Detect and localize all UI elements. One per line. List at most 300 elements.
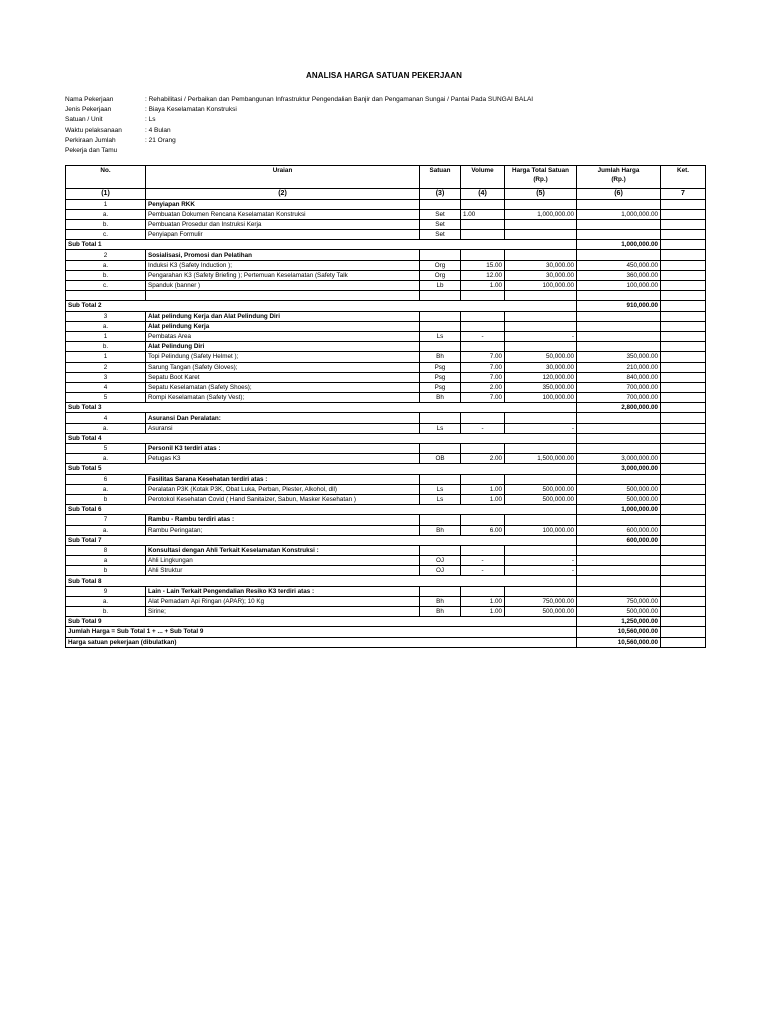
table-row <box>66 393 706 403</box>
item-unit: OB <box>420 454 461 464</box>
ket-cell <box>661 362 706 372</box>
column-header: Harga Total Satuan (Rp.) <box>505 166 577 189</box>
ket-cell <box>661 209 706 219</box>
subtotal-amount: 1,000,000.00 <box>577 505 661 515</box>
item-unit-price: 500,000.00 <box>505 607 577 617</box>
subtotal-label: Sub Total 8 <box>66 576 577 586</box>
subtotal-label: Sub Total 2 <box>66 301 577 311</box>
item-description: Rambu - Rambu terdiri atas : <box>146 515 420 525</box>
item-total-price: 600,000.00 <box>577 525 661 535</box>
item-volume: 1.00 <box>461 596 505 606</box>
info-label: Waktu pelaksanaan <box>65 126 122 134</box>
ket-cell <box>661 505 706 515</box>
ket-cell <box>661 199 706 209</box>
item-description: Konsultasi dengan Ahli Terkait Keselamatan Konstruksi : <box>146 545 420 555</box>
item-unit-price: 100,000.00 <box>505 525 577 535</box>
info-row <box>65 105 533 115</box>
item-number: c. <box>66 230 146 240</box>
item-volume: 1.00 <box>461 484 505 494</box>
subtotal-row <box>66 464 706 474</box>
subtotal-label: Sub Total 7 <box>66 535 577 545</box>
table-row <box>66 596 706 606</box>
item-number: 8 <box>66 545 146 555</box>
item-volume: 1.00 <box>461 209 505 219</box>
item-description: Rambu Peringatan; <box>146 525 420 535</box>
item-volume <box>461 444 505 454</box>
info-value: : Biaya Keselamatan Konstruksi <box>145 106 237 114</box>
item-unit <box>420 444 461 454</box>
item-unit <box>420 321 461 331</box>
ket-cell <box>661 352 706 362</box>
table-row <box>66 545 706 555</box>
item-description: Sepatu Keselamatan (Safety Shoes); <box>146 382 420 392</box>
item-description: Peralatan P3K (Kotak P3K, Obat Luka, Perban, Plester, Alkohol, dll) <box>146 484 420 494</box>
item-description: Pembuatan Dokumen Rencana Keselamatan Konstruksi <box>146 209 420 219</box>
column-header: Satuan <box>420 166 461 189</box>
table-row <box>66 311 706 321</box>
item-number: a. <box>66 596 146 606</box>
ket-cell <box>661 403 706 413</box>
info-row <box>65 115 533 125</box>
item-unit-price: 1,000,000.00 <box>505 209 577 219</box>
ket-cell <box>661 240 706 250</box>
item-description: Ahli Struktur <box>146 566 420 576</box>
item-description: Ahli Lingkungan <box>146 556 420 566</box>
item-total-price <box>577 342 661 352</box>
ket-cell <box>661 596 706 606</box>
item-number: a. <box>66 423 146 433</box>
item-unit-price: 500,000.00 <box>505 494 577 504</box>
item-description: Alat Pelindung Diri <box>146 342 420 352</box>
item-volume: 7.00 <box>461 372 505 382</box>
item-unit-price: 30,000.00 <box>505 270 577 280</box>
item-total-price: 700,000.00 <box>577 382 661 392</box>
item-total-price <box>577 474 661 484</box>
table-row <box>66 444 706 454</box>
table-cell <box>661 291 706 301</box>
item-total-price: 500,000.00 <box>577 607 661 617</box>
ket-cell <box>661 311 706 321</box>
item-number: c. <box>66 281 146 291</box>
item-description: Lain - Lain Terkait Pengendalian Resiko K3 terdiri atas : <box>146 586 420 596</box>
item-unit-price: - <box>505 423 577 433</box>
ket-cell <box>661 484 706 494</box>
item-volume <box>461 219 505 229</box>
table-row <box>66 586 706 596</box>
item-volume: 7.00 <box>461 352 505 362</box>
item-description: Induksi K3 (Safety Induction ); <box>146 260 420 270</box>
item-unit <box>420 413 461 423</box>
item-unit: Ls <box>420 484 461 494</box>
item-total-price: 500,000.00 <box>577 494 661 504</box>
subtotal-label: Sub Total 4 <box>66 433 577 443</box>
item-unit-price <box>505 474 577 484</box>
table-row <box>66 270 706 280</box>
subtotal-label: Sub Total 1 <box>66 240 577 250</box>
item-description: Penyiapan Formulir <box>146 230 420 240</box>
item-description: Pembuatan Prosedur dan Instruksi Kerja <box>146 219 420 229</box>
item-unit: Set <box>420 219 461 229</box>
item-unit-price: 100,000.00 <box>505 281 577 291</box>
column-number: (5) <box>505 189 577 200</box>
ket-cell <box>661 637 706 647</box>
item-number: a. <box>66 454 146 464</box>
table-cell <box>461 291 505 301</box>
item-unit-price: 30,000.00 <box>505 260 577 270</box>
ket-cell <box>661 331 706 341</box>
header-row <box>66 166 706 189</box>
subtotal-amount <box>577 433 661 443</box>
item-total-price <box>577 199 661 209</box>
item-number: 3 <box>66 311 146 321</box>
table-row <box>66 352 706 362</box>
item-unit-price: 500,000.00 <box>505 484 577 494</box>
item-unit-price <box>505 321 577 331</box>
subtotal-amount: 1,250,000.00 <box>577 617 661 627</box>
item-unit-price: 1,500,000.00 <box>505 454 577 464</box>
ket-cell <box>661 413 706 423</box>
item-number: b <box>66 494 146 504</box>
item-number: b. <box>66 607 146 617</box>
item-total-price: 500,000.00 <box>577 484 661 494</box>
item-unit: Set <box>420 230 461 240</box>
subtotal-row <box>66 240 706 250</box>
table-row <box>66 494 706 504</box>
item-unit: Psg <box>420 372 461 382</box>
ket-cell <box>661 444 706 454</box>
ket-cell <box>661 260 706 270</box>
item-volume <box>461 413 505 423</box>
item-volume <box>461 321 505 331</box>
item-unit-price: 100,000.00 <box>505 393 577 403</box>
item-description: Asuransi Dan Peralatan: <box>146 413 420 423</box>
item-unit: Bh <box>420 525 461 535</box>
item-total-price <box>577 556 661 566</box>
item-unit <box>420 250 461 260</box>
column-header: Jumlah Harga (Rp.) <box>577 166 661 189</box>
item-description: Alat pelindung Kerja dan Alat Pelindung Diri <box>146 311 420 321</box>
table-row <box>66 260 706 270</box>
ket-cell <box>661 342 706 352</box>
item-unit-price: - <box>505 566 577 576</box>
item-unit <box>420 515 461 525</box>
item-unit: Ls <box>420 423 461 433</box>
item-unit-price <box>505 250 577 260</box>
column-header: Ket. <box>661 166 706 189</box>
item-volume: 12.00 <box>461 270 505 280</box>
item-total-price: 840,000.00 <box>577 372 661 382</box>
ket-cell <box>661 250 706 260</box>
ket-cell <box>661 515 706 525</box>
item-total-price <box>577 444 661 454</box>
item-volume <box>461 474 505 484</box>
ket-cell <box>661 617 706 627</box>
subtotal-amount: 600,000.00 <box>577 535 661 545</box>
column-number: (6) <box>577 189 661 200</box>
item-number: b. <box>66 342 146 352</box>
table-row <box>66 423 706 433</box>
info-row <box>65 95 533 105</box>
subtotal-amount <box>577 576 661 586</box>
column-number: 7 <box>661 189 706 200</box>
item-total-price <box>577 515 661 525</box>
item-volume: 7.00 <box>461 362 505 372</box>
ket-cell <box>661 556 706 566</box>
item-volume <box>461 250 505 260</box>
table-row <box>66 474 706 484</box>
column-number-row <box>66 189 706 200</box>
item-total-price <box>577 586 661 596</box>
table-row <box>66 454 706 464</box>
table-row <box>66 230 706 240</box>
item-volume: 2.00 <box>461 454 505 464</box>
item-unit-price: 350,000.00 <box>505 382 577 392</box>
item-volume <box>461 545 505 555</box>
item-volume <box>461 199 505 209</box>
table-cell <box>577 291 661 301</box>
ket-cell <box>661 525 706 535</box>
subtotal-row <box>66 576 706 586</box>
ket-cell <box>661 576 706 586</box>
subtotal-label: Sub Total 6 <box>66 505 577 515</box>
item-description: Asuransi <box>146 423 420 433</box>
item-volume: 15.00 <box>461 260 505 270</box>
table-row <box>66 331 706 341</box>
item-unit <box>420 311 461 321</box>
item-volume: - <box>461 423 505 433</box>
column-header: No. <box>66 166 146 189</box>
item-description: Sirine; <box>146 607 420 617</box>
item-volume <box>461 311 505 321</box>
item-unit-price <box>505 545 577 555</box>
item-unit <box>420 586 461 596</box>
ket-cell <box>661 321 706 331</box>
item-total-price: 3,000,000.00 <box>577 454 661 464</box>
subtotal-row <box>66 627 706 637</box>
table-row <box>66 372 706 382</box>
table-row <box>66 250 706 260</box>
item-description: Pengarahan K3 (Safety Briefing ); Pertemuan Keselamatan (Safety Talk <box>146 270 420 280</box>
ket-cell <box>661 230 706 240</box>
item-unit-price: 750,000.00 <box>505 596 577 606</box>
subtotal-row <box>66 617 706 627</box>
ket-cell <box>661 393 706 403</box>
item-number: 3 <box>66 372 146 382</box>
item-total-price <box>577 413 661 423</box>
subtotal-label: Jumlah Harga = Sub Total 1 + ... + Sub Total 9 <box>66 627 577 637</box>
ket-cell <box>661 423 706 433</box>
table-row <box>66 556 706 566</box>
ket-cell <box>661 566 706 576</box>
item-description: Sarung Tangan (Safety Gloves); <box>146 362 420 372</box>
item-description: Sosialisasi, Promosi dan Pelatihan <box>146 250 420 260</box>
info-value: : 4 Bulan <box>145 126 171 134</box>
subtotal-amount: 910,000.00 <box>577 301 661 311</box>
subtotal-amount: 10,560,000.00 <box>577 627 661 637</box>
item-total-price <box>577 321 661 331</box>
document-title: ANALISA HARGA SATUAN PEKERJAAN <box>305 71 463 80</box>
subtotal-row <box>66 505 706 515</box>
item-description: Rompi Keselamatan (Safety Vest); <box>146 393 420 403</box>
item-total-price <box>577 566 661 576</box>
item-description: Perotokol Kesehatan Covid ( Hand Sanitaizer, Sabun, Masker Kesehatan ) <box>146 494 420 504</box>
item-unit: Bh <box>420 607 461 617</box>
subtotal-row <box>66 535 706 545</box>
item-number: 9 <box>66 586 146 596</box>
info-row <box>65 126 533 136</box>
item-total-price: 210,000.00 <box>577 362 661 372</box>
item-total-price <box>577 311 661 321</box>
item-unit: OJ <box>420 566 461 576</box>
item-total-price <box>577 230 661 240</box>
column-number: (2) <box>146 189 420 200</box>
item-unit: Ls <box>420 331 461 341</box>
subtotal-row <box>66 403 706 413</box>
table-row <box>66 342 706 352</box>
item-number: b. <box>66 270 146 280</box>
item-number: a. <box>66 484 146 494</box>
subtotal-amount: 3,000,000.00 <box>577 464 661 474</box>
item-total-price <box>577 250 661 260</box>
ket-cell <box>661 219 706 229</box>
item-number: a. <box>66 321 146 331</box>
item-volume: 7.00 <box>461 393 505 403</box>
subtotal-label: Sub Total 3 <box>66 403 577 413</box>
item-number: 4 <box>66 413 146 423</box>
item-number: b <box>66 566 146 576</box>
item-unit: Psg <box>420 382 461 392</box>
item-total-price <box>577 423 661 433</box>
item-unit: Bh <box>420 393 461 403</box>
table-row <box>66 484 706 494</box>
price-analysis-table <box>65 165 706 648</box>
table-cell <box>420 291 461 301</box>
item-volume: - <box>461 331 505 341</box>
table-row <box>66 362 706 372</box>
item-volume <box>461 586 505 596</box>
item-unit-price <box>505 342 577 352</box>
item-unit: OJ <box>420 556 461 566</box>
ket-cell <box>661 607 706 617</box>
item-description: Alat pelindung Kerja <box>146 321 420 331</box>
table-row <box>66 281 706 291</box>
table-cell <box>505 291 577 301</box>
ket-cell <box>661 372 706 382</box>
item-volume: - <box>461 556 505 566</box>
subtotal-row <box>66 433 706 443</box>
item-description: Petugas K3 <box>146 454 420 464</box>
item-volume: 1.00 <box>461 281 505 291</box>
item-total-price <box>577 219 661 229</box>
item-description: Penyiapan RKK <box>146 199 420 209</box>
item-unit-price: 120,000.00 <box>505 372 577 382</box>
item-description: Spanduk (banner ) <box>146 281 420 291</box>
item-unit-price <box>505 413 577 423</box>
ket-cell <box>661 474 706 484</box>
table-row <box>66 515 706 525</box>
ket-cell <box>661 464 706 474</box>
item-total-price: 450,000.00 <box>577 260 661 270</box>
item-number: 4 <box>66 382 146 392</box>
info-value: : Rehabilitasi / Perbaikan dan Pembangunan Infrastruktur Pengendalian Banjir dan Pengamanan Sungai / Pantai Pada SUNGAI BALAI <box>145 96 534 103</box>
item-unit: Set <box>420 209 461 219</box>
item-number: 1 <box>66 331 146 341</box>
item-total-price: 360,000.00 <box>577 270 661 280</box>
item-total-price: 350,000.00 <box>577 352 661 362</box>
column-header: Volume <box>461 166 505 189</box>
item-unit-price: - <box>505 556 577 566</box>
item-number: 5 <box>66 393 146 403</box>
item-number: a. <box>66 260 146 270</box>
subtotal-label: Sub Total 9 <box>66 617 577 627</box>
item-unit <box>420 199 461 209</box>
item-total-price <box>577 331 661 341</box>
item-total-price: 1,000,000.00 <box>577 209 661 219</box>
info-value: : 21 Orang <box>145 136 176 144</box>
item-number: 1 <box>66 352 146 362</box>
item-volume: 6.00 <box>461 525 505 535</box>
info-label: Nama Pekerjaan <box>65 96 114 103</box>
table-row <box>66 607 706 617</box>
item-total-price <box>577 545 661 555</box>
item-unit <box>420 342 461 352</box>
table-row <box>66 321 706 331</box>
item-number: 2 <box>66 250 146 260</box>
info-label: Satuan / Unit <box>65 116 103 124</box>
item-number: 7 <box>66 515 146 525</box>
item-unit: Org <box>420 270 461 280</box>
item-unit-price <box>505 311 577 321</box>
table-row <box>66 413 706 423</box>
item-total-price: 750,000.00 <box>577 596 661 606</box>
subtotal-row <box>66 637 706 647</box>
column-number: (4) <box>461 189 505 200</box>
table-row <box>66 525 706 535</box>
info-value: : Ls <box>145 116 156 124</box>
project-info <box>65 95 533 156</box>
item-volume: - <box>461 566 505 576</box>
item-unit-price <box>505 586 577 596</box>
item-volume: 2.00 <box>461 382 505 392</box>
table-row <box>66 199 706 209</box>
item-unit: Org <box>420 260 461 270</box>
item-number: a. <box>66 209 146 219</box>
item-volume <box>461 515 505 525</box>
item-description: Personil K3 terdiri atas : <box>146 444 420 454</box>
item-description: Sepatu Boot Karet <box>146 372 420 382</box>
ket-cell <box>661 281 706 291</box>
ket-cell <box>661 382 706 392</box>
item-unit-price: - <box>505 331 577 341</box>
item-number: 5 <box>66 444 146 454</box>
item-total-price: 100,000.00 <box>577 281 661 291</box>
ket-cell <box>661 545 706 555</box>
info-label: Pekerja dan Tamu <box>65 147 118 155</box>
ket-cell <box>661 270 706 280</box>
item-number: 1 <box>66 199 146 209</box>
item-unit: Psg <box>420 362 461 372</box>
table-row <box>66 219 706 229</box>
item-unit-price <box>505 219 577 229</box>
ket-cell <box>661 433 706 443</box>
subtotal-amount: 10,560,000.00 <box>577 637 661 647</box>
item-volume <box>461 342 505 352</box>
item-number: 6 <box>66 474 146 484</box>
info-label: Perkiraan Jumlah <box>65 136 116 144</box>
ket-cell <box>661 627 706 637</box>
item-unit: Bh <box>420 352 461 362</box>
item-total-price: 700,000.00 <box>577 393 661 403</box>
